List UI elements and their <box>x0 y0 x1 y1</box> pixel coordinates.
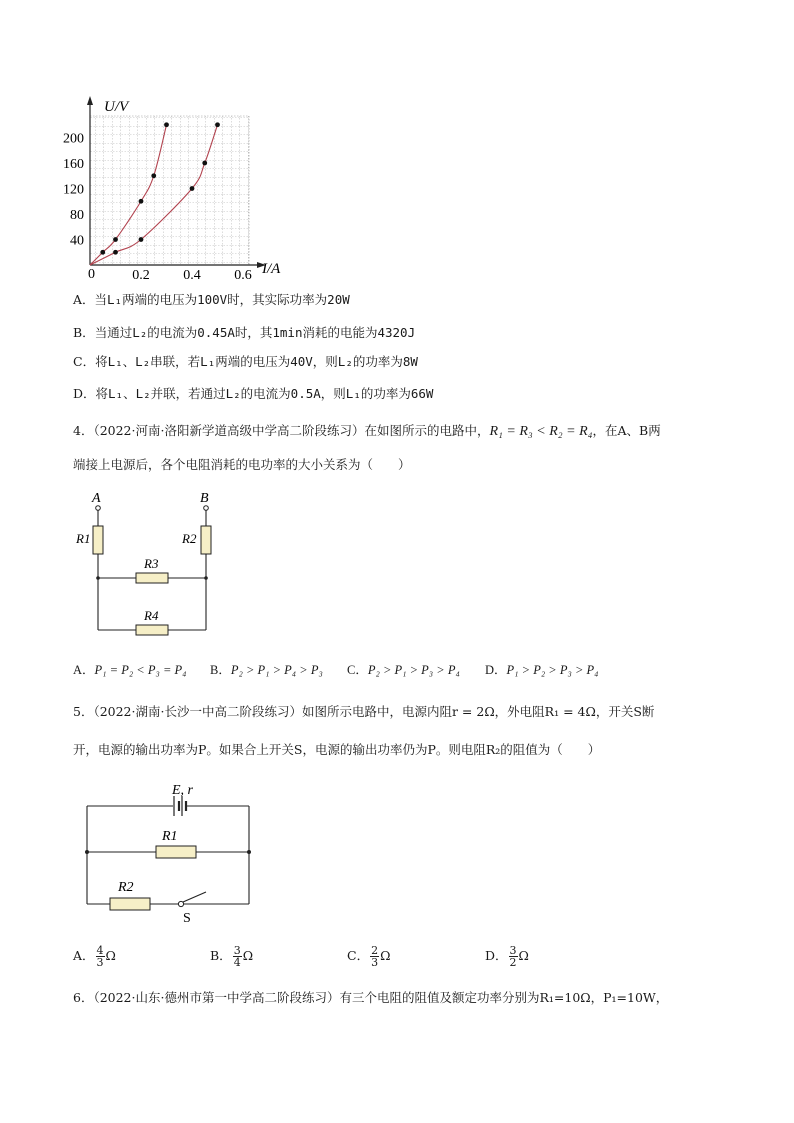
data-point-l1 <box>164 122 169 127</box>
q4-stem-line2: 端接上电源后，各个电阻消耗的电功率的大小关系为（ ） <box>73 457 411 472</box>
terminal-b-label: B <box>200 491 209 506</box>
r1-label: R1 <box>162 829 178 844</box>
y-tick-label: 120 <box>63 182 84 198</box>
q4-circuit-diagram <box>70 488 230 638</box>
data-point-l2 <box>113 250 118 255</box>
terminal-a-label: A <box>92 491 101 506</box>
q6-stem: 6．（2022·山东·德州市第一中学高二阶段练习）有三个电阻的阻值及额定功率分别为R₁=10Ω，P₁=10W， <box>73 990 669 1005</box>
q4-option-a: A．P₁ = P₂ < P₃ = P₄ <box>73 663 187 677</box>
terminal-a <box>96 506 101 511</box>
q5-source: （2022·湖南·长沙一中高二阶段练习） <box>93 704 302 719</box>
q4-option-c: C．P₂ > P₁ > P₃ > P₄ <box>347 663 460 677</box>
x-axis-label: I/A <box>262 261 281 277</box>
q4-stem-line1: 4．（2022·河南·洛阳新学道高级中学高二阶段练习）在如图所示的电路中，R₁ = R₃ < R₂ = R₄，在A、B两 <box>73 423 661 439</box>
x-tick-label: 0.4 <box>183 268 201 283</box>
y-tick-label: 80 <box>70 208 84 223</box>
junction <box>96 576 100 580</box>
resistor-r2 <box>201 526 211 554</box>
data-point-l1 <box>151 173 156 178</box>
resistor-r2 <box>110 898 150 910</box>
data-point-l2 <box>215 122 220 127</box>
q3-option-b: B．当通过L₂的电流为0.45A时，其1min消耗的电能为4320J <box>73 325 416 340</box>
q5-circuit-diagram <box>80 780 260 925</box>
data-point-l1 <box>139 199 144 204</box>
x-tick-label: 0.2 <box>132 268 150 283</box>
r4-label: R4 <box>144 608 159 623</box>
y-axis-label: U/V <box>104 99 129 115</box>
r1-label: R1 <box>76 531 91 546</box>
r2-label: R2 <box>182 531 197 546</box>
x-tick-label: 0.6 <box>234 268 252 283</box>
q3-option-d: D．将L₁、L₂并联，若通过L₂的电流为0.5A，则L₁的功率为66W <box>73 386 434 401</box>
origin-label: 0 <box>88 267 95 282</box>
source-label: E, r <box>172 783 193 798</box>
data-point-l2 <box>139 237 144 242</box>
junction <box>247 850 251 854</box>
data-point-l2 <box>202 161 207 166</box>
y-axis-arrow <box>87 96 93 105</box>
q3-option-a: A．当L₁两端的电压为100V时，其实际功率为20W <box>73 292 350 307</box>
data-point-l1 <box>113 237 118 242</box>
switch-label: S <box>183 911 191 926</box>
terminal-b <box>204 506 209 511</box>
q5-option-d: D． $\frac{3}{2}$ Ω <box>485 944 529 969</box>
q6-source: （2022·山东·德州市第一中学高二阶段练习） <box>93 990 340 1005</box>
data-point-l2 <box>190 186 195 191</box>
junction <box>85 850 89 854</box>
y-tick-label: 160 <box>63 157 84 172</box>
y-tick-label: 40 <box>70 233 84 249</box>
y-tick-label: 200 <box>63 131 84 147</box>
q5-option-c: C． $\frac{2}{3}$ Ω <box>347 944 391 969</box>
q5-option-a: A． $\frac{4}{3}$ Ω <box>73 944 116 969</box>
q3-option-c: C．将L₁、L₂串联，若L₁两端的电压为40V，则L₂的功率为8W <box>73 354 418 369</box>
q4-source: （2022·河南·洛阳新学道高级中学高二阶段练习） <box>93 423 365 438</box>
r3-label: R3 <box>144 556 159 571</box>
x-tick-labels <box>132 268 252 283</box>
y-tick-labels <box>63 132 84 249</box>
resistor-r1 <box>156 846 196 858</box>
junction <box>204 576 208 580</box>
resistor-r1 <box>93 526 103 554</box>
q5-stem-line1: 5．（2022·湖南·长沙一中高二阶段练习）如图所示电路中，电源内阻r = 2Ω，外电阻R₁ = 4Ω，开关S断 <box>73 704 655 719</box>
battery-icon <box>174 796 186 816</box>
data-point-l1 <box>100 250 105 255</box>
q5-option-b: B． $\frac{3}{4}$ Ω <box>210 944 254 969</box>
graph-grid <box>90 116 249 265</box>
q4-option-b: B．P₂ > P₁ > P₄ > P₃ <box>210 663 323 677</box>
u-i-graph <box>63 92 298 283</box>
q4-option-d: D．P₁ > P₂ > P₃ > P₄ <box>485 663 599 677</box>
q5-stem-line2: 开，电源的输出功率为P。如果合上开关S，电源的输出功率仍为P。则电阻R₂的阻值为（ ） <box>73 742 601 757</box>
resistor-r3 <box>136 573 168 583</box>
switch-contact <box>178 901 183 906</box>
resistor-r4 <box>136 625 168 635</box>
r2-label: R2 <box>118 880 134 895</box>
q4-condition: R₁ = R₃ < R₂ = R₄ <box>489 424 593 439</box>
